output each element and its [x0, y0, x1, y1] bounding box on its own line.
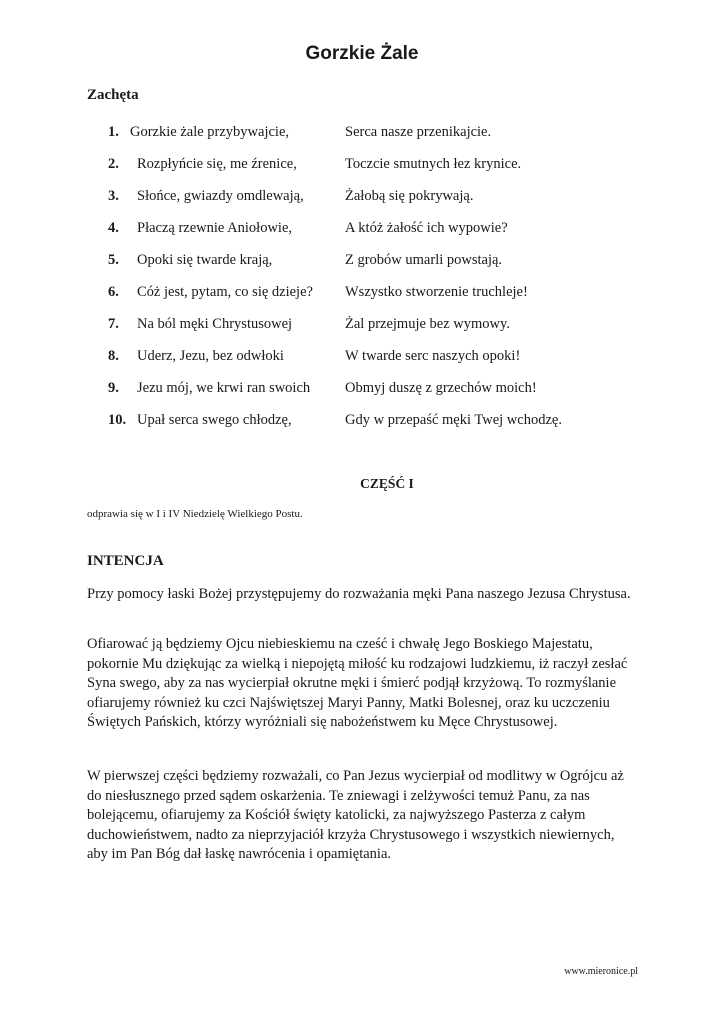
- stanza-line-1: Upał serca swego chłodzę,: [137, 412, 292, 428]
- stanza-8: [0, 346, 724, 378]
- stanza-5: [0, 250, 724, 282]
- stanza-line-2: Serca nasze przenikajcie.: [345, 124, 492, 140]
- stanza-line-1: Jezu mój, we krwi ran swoich: [137, 380, 311, 396]
- stanza-line-2: Wszystko stworzenie truchleje!: [345, 284, 528, 300]
- stanza-number: 4.: [108, 220, 119, 236]
- stanza-10: [0, 410, 724, 442]
- stanza-9: [0, 378, 724, 410]
- stanza-4: [0, 218, 724, 250]
- part-title: CZĘŚĆ I: [360, 476, 414, 491]
- intention-heading: INTENCJA: [87, 553, 164, 569]
- stanza-line-2: Toczcie smutnych łez krynice.: [345, 156, 522, 172]
- paragraph-1: Przy pomocy łaski Bożej przystępujemy do rozważania męki Pana naszego Jezusa Chrystusa.: [87, 586, 631, 602]
- stanza-1: [0, 122, 724, 154]
- stanza-list: [0, 122, 724, 442]
- document-title: Gorzkie Żale: [305, 43, 419, 64]
- intro-heading: Zachęta: [87, 87, 139, 103]
- stanza-line-2: Żałobą się pokrywają.: [345, 188, 474, 204]
- stanza-number: 1.: [108, 124, 119, 140]
- stanza-number: 5.: [108, 252, 119, 268]
- stanza-number: 7.: [108, 316, 119, 332]
- stanza-2: [0, 154, 724, 186]
- stanza-line-2: Gdy w przepaść męki Twej wchodzę.: [345, 412, 562, 428]
- stanza-3: [0, 186, 724, 218]
- stanza-number: 6.: [108, 284, 119, 300]
- stanza-number: 2.: [108, 156, 119, 172]
- stanza-line-1: Opoki się twarde krają,: [137, 252, 273, 268]
- stanza-line-1: Cóż jest, pytam, co się dzieje?: [137, 284, 313, 300]
- stanza-line-1: Płaczą rzewnie Aniołowie,: [137, 220, 293, 236]
- paragraph-3: W pierwszej części będziemy rozważali, co Pan Jezus wycierpiał od modlitwy w Ogrójcu aż do niesłusznego przed sądem oskarżenia. Te zniewagi i zelżywości temuż Panu, za nas bolejącemu, ofiarujemy za Kościół święty katolicki, za najwyższego Pasterza z całym duchowieństwem, nadto za nieprzyjaciół krzyża Chrystusowego i wszystkich niewiernych, aby im Pan Bóg dał łaskę nawrócenia i opamiętania.: [87, 768, 624, 862]
- footer-url: www.mieronice.pl: [564, 966, 638, 977]
- stanza-7: [0, 314, 724, 346]
- stanza-number: 8.: [108, 348, 119, 364]
- stanza-line-2: Z grobów umarli powstają.: [345, 252, 503, 268]
- stanza-line-2: Obmyj duszę z grzechów moich!: [345, 380, 537, 396]
- stanza-line-1: Uderz, Jezu, bez odwłoki: [137, 348, 284, 364]
- stanza-number: 9.: [108, 380, 119, 396]
- stanza-line-1: Gorzkie żale przybywajcie,: [130, 124, 290, 140]
- stanza-line-1: Słońce, gwiazdy omdlewają,: [137, 188, 304, 204]
- stanza-number: 3.: [108, 188, 119, 204]
- stanza-line-2: W twarde serc naszych opoki!: [345, 348, 521, 364]
- part-note: odprawia się w I i IV Niedzielę Wielkiego Postu.: [87, 508, 303, 520]
- stanza-line-2: Żal przejmuje bez wymowy.: [345, 316, 510, 332]
- stanza-line-1: Rozpłyńcie się, me źrenice,: [137, 156, 297, 172]
- stanza-6: [0, 282, 724, 314]
- stanza-line-2: A któż żałość ich wypowie?: [345, 220, 508, 236]
- paragraph-2: Ofiarować ją będziemy Ojcu niebieskiemu na cześć i chwałę Jego Boskiego Majestatu, pokornie Mu dziękując za wielką i niepojętą miłość ku rodzajowi ludzkiemu, iż raczył zesłać Syna swego, aby za nas wycierpiał okrutne męki i śmierć podjął krzyżową. To rozmyślanie ofiarujemy również ku czci Najświętszej Maryi Panny, Matki Bolesnej, oraz ku uczczeniu Świętych Pańskich, którzy wyróżniali się nabożeństwem ku Męce Chrystusowej.: [87, 636, 628, 730]
- stanza-line-1: Na ból męki Chrystusowej: [137, 316, 293, 332]
- stanza-number: 10.: [108, 412, 127, 428]
